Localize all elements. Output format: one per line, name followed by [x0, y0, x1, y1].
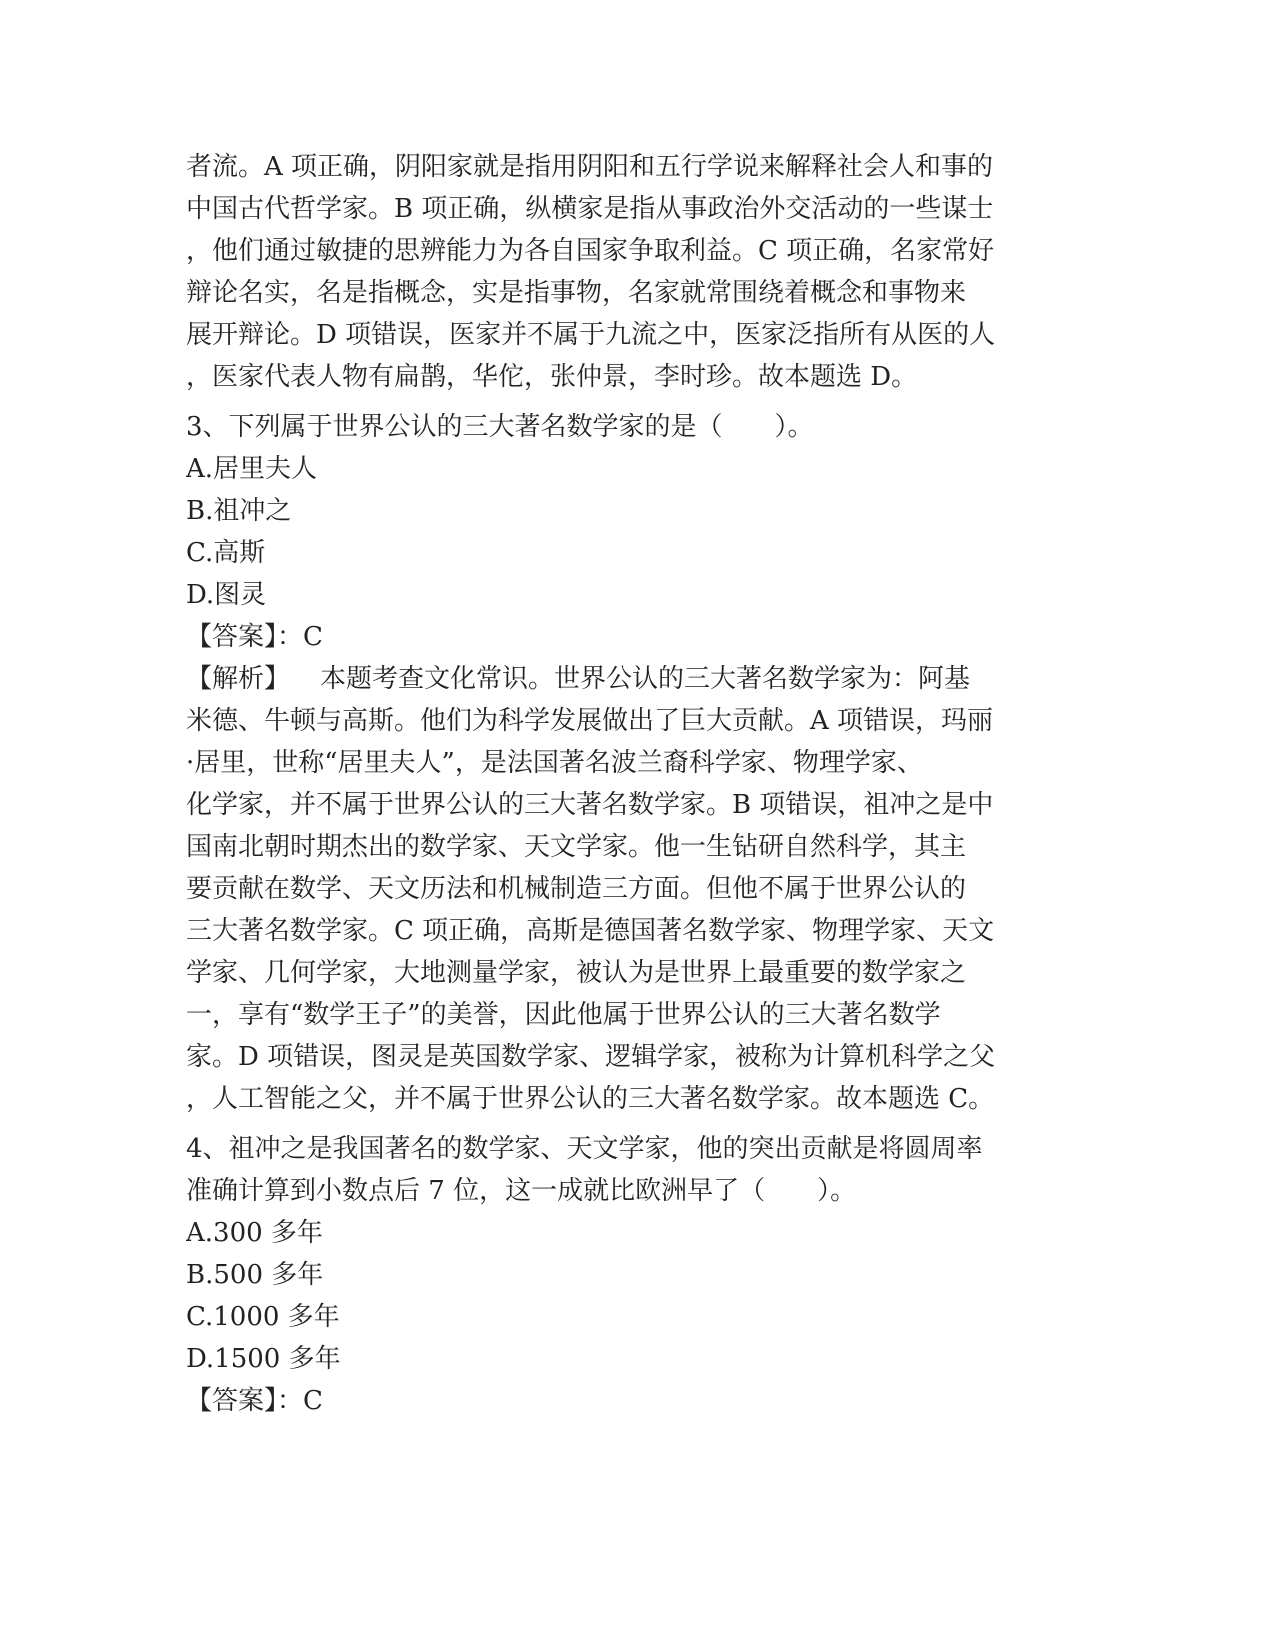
question-stem: 3、下列属于世界公认的三大著名数学家的是（ ）。 — [186, 412, 814, 442]
previous-explanation — [186, 146, 1096, 398]
explanation-line: 者流。A 项正确，阴阳家就是指用阴阳和五行学说来解释社会人和事的 — [186, 152, 994, 182]
question-3 — [186, 406, 1096, 1120]
answer-value: C — [303, 622, 323, 652]
analysis-line: ·居里，世称“居里夫人”，是法国著名波兰裔科学家、物理学家、 — [186, 748, 923, 778]
analysis-text: 本题考查文化常识。世界公认的三大著名数学家为：阿基 — [320, 664, 971, 694]
explanation-line: 辩论名实，名是指概念，实是指事物，名家就常围绕着概念和事物来 — [186, 278, 967, 308]
analysis-line: 家。D 项错误，图灵是英国数学家、逻辑学家，被称为计算机科学之父 — [186, 1042, 996, 1072]
option-c: C.高斯 — [186, 538, 266, 568]
explanation-line: 中国古代哲学家。B 项正确，纵横家是指从事政治外交活动的一些谋士 — [186, 194, 994, 224]
answer-line — [186, 1380, 1096, 1422]
option-b: B.500 多年 — [186, 1260, 324, 1290]
analysis-line: ，人工智能之父，并不属于世界公认的三大著名数学家。故本题选 C。 — [186, 1084, 995, 1114]
explanation-line: ，他们通过敏捷的思辨能力为各自国家争取利益。C 项正确，名家常好 — [186, 236, 995, 266]
explanation-line: ，医家代表人物有扁鹊，华佗，张仲景，李时珍。故本题选 D。 — [186, 362, 918, 392]
question-stem: 准确计算到小数点后 7 位，这一成就比欧洲早了（ ）。 — [186, 1176, 857, 1206]
option-c: C.1000 多年 — [186, 1302, 340, 1332]
analysis-first-line — [186, 658, 1096, 700]
option-a: A.300 多年 — [186, 1218, 323, 1248]
page-content — [186, 146, 1096, 1422]
analysis-line: 学家、几何学家，大地测量学家，被认为是世界上最重要的数学家之 — [186, 958, 967, 988]
option-a: A.居里夫人 — [186, 454, 318, 484]
analysis-line: 米德、牛顿与高斯。他们为科学发展做出了巨大贡献。A 项错误，玛丽 — [186, 706, 994, 736]
analysis-line: 要贡献在数学、天文历法和机械制造三方面。但他不属于世界公认的 — [186, 874, 967, 904]
option-d: D.图灵 — [186, 580, 267, 610]
explanation-line: 展开辩论。D 项错误，医家并不属于九流之中，医家泛指所有从医的人 — [186, 320, 996, 350]
analysis-line: 三大著名数学家。C 项正确，高斯是德国著名数学家、物理学家、天文 — [186, 916, 995, 946]
analysis-line: 一，享有“数学王子”的美誉，因此他属于世界公认的三大著名数学 — [186, 1000, 941, 1030]
question-stem: 4、祖冲之是我国著名的数学家、天文学家，他的突出贡献是将圆周率 — [186, 1134, 983, 1164]
answer-label: 【答案】： — [186, 1386, 304, 1416]
analysis-line: 化学家，并不属于世界公认的三大著名数学家。B 项错误，祖冲之是中 — [186, 790, 994, 820]
answer-label: 【答案】： — [186, 622, 304, 652]
answer-line — [186, 616, 1096, 658]
option-d: D.1500 多年 — [186, 1344, 341, 1374]
question-4 — [186, 1128, 1096, 1422]
answer-value: C — [303, 1386, 323, 1416]
analysis-line: 国南北朝时期杰出的数学家、天文学家。他一生钻研自然科学，其主 — [186, 832, 967, 862]
option-b: B.祖冲之 — [186, 496, 292, 526]
analysis-label: 【解析】 — [186, 664, 291, 694]
